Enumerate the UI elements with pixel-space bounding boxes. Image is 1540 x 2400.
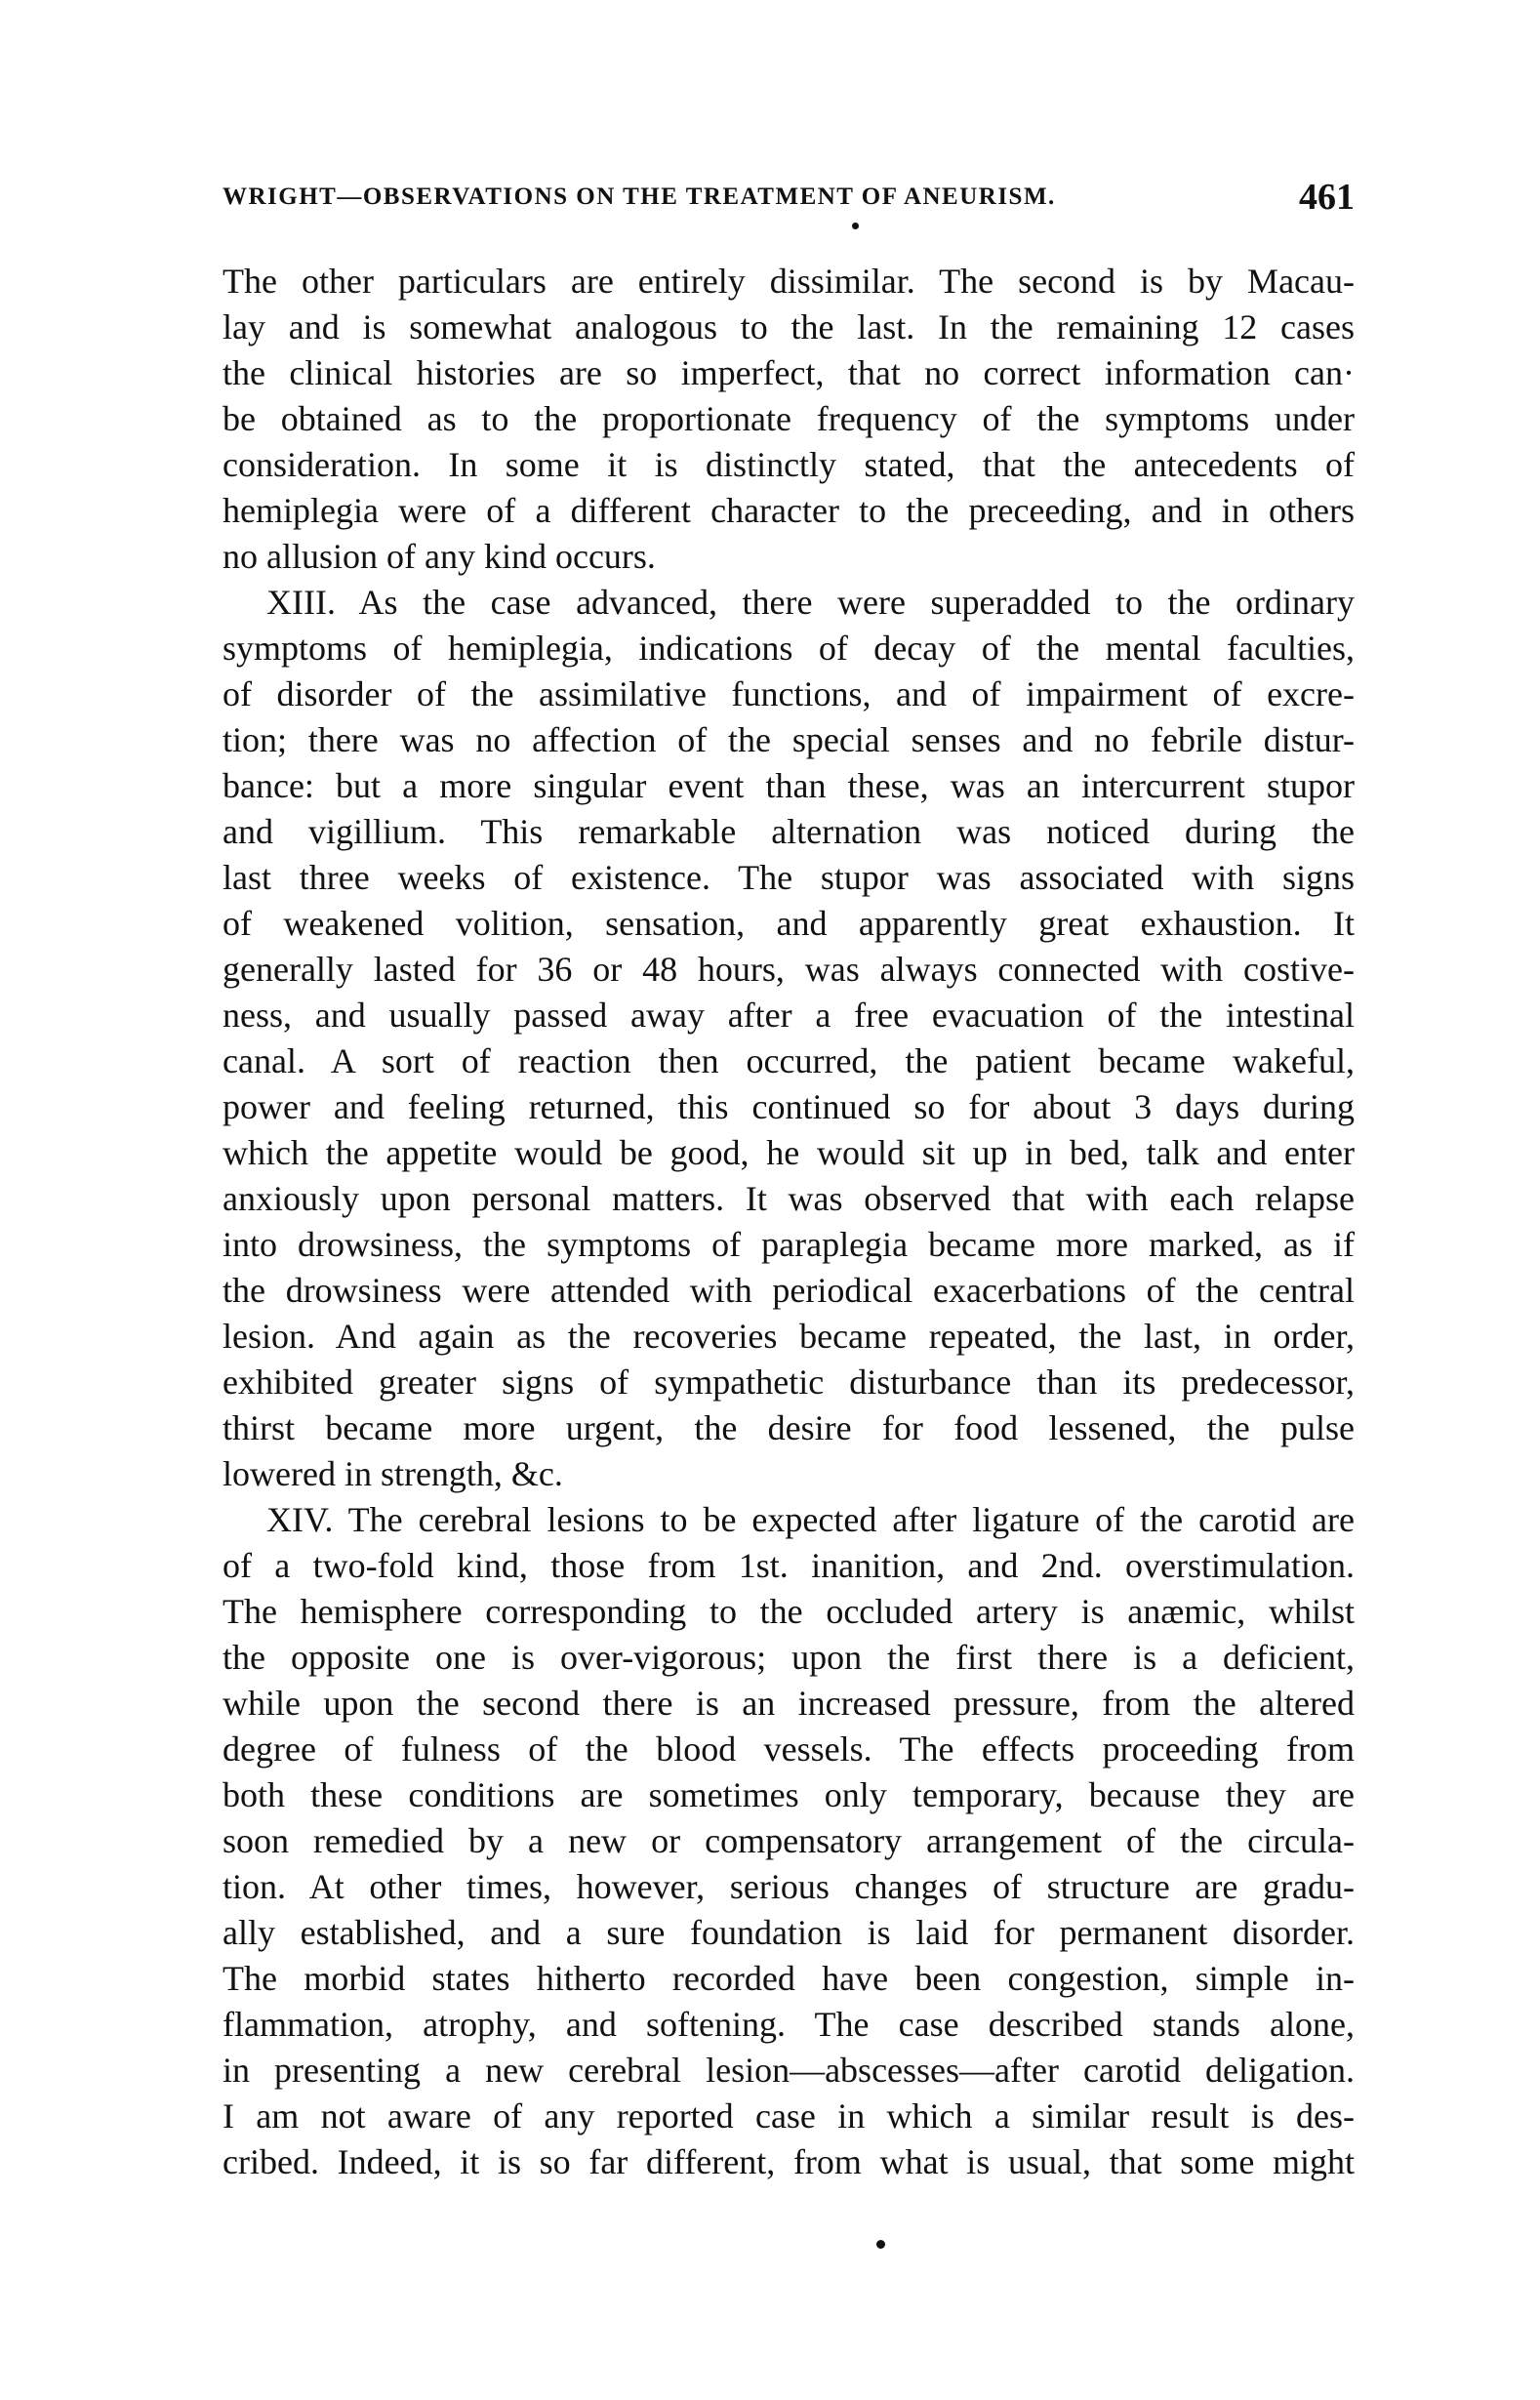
print-mark: [852, 223, 859, 229]
text-line: power and feeling returned, this continued so for about 3 days during: [223, 1087, 1355, 1126]
text-line: be obtained as to the proportionate frequency of the symptoms under: [223, 399, 1355, 438]
print-mark: [876, 2240, 885, 2249]
text-line: the opposite one is over-vigorous; upon the first there is a deficient,: [223, 1638, 1355, 1677]
text-line: canal. A sort of reaction then occurred, the patient became wakeful,: [223, 1041, 1355, 1080]
paragraph-start-line: XIII. As the case advanced, there were superadded to the ordinary: [266, 583, 1355, 622]
text-line: both these conditions are sometimes only temporary, because they are: [223, 1775, 1355, 1814]
text-line: the drowsiness were attended with periodical exacerbations of the central: [223, 1271, 1355, 1310]
text-line: soon remedied by a new or compensatory arrangement of the circula-: [223, 1821, 1355, 1860]
text-line: in presenting a new cerebral lesion—abscesses—after carotid deligation.: [223, 2051, 1355, 2090]
paragraph-start-line: XIV. The cerebral lesions to be expected after ligature of the carotid are: [266, 1500, 1355, 1539]
text-line: of a two-fold kind, those from 1st. inanition, and 2nd. overstimulation.: [223, 1546, 1355, 1585]
body-text: [223, 259, 1355, 2185]
text-line: The hemisphere corresponding to the occluded artery is anæmic, whilst: [223, 1592, 1355, 1631]
text-line: lesion. And again as the recoveries became repeated, the last, in order,: [223, 1317, 1355, 1356]
text-line: hemiplegia were of a different character to the preceeding, and in others: [223, 491, 1355, 530]
text-line: anxiously upon personal matters. It was observed that with each relapse: [223, 1179, 1355, 1218]
text-line: cribed. Indeed, it is so far different, from what is usual, that some might: [223, 2142, 1355, 2181]
text-line: the clinical histories are so imperfect, that no correct information can·: [223, 353, 1355, 392]
text-line: symptoms of hemiplegia, indications of decay of the mental faculties,: [223, 629, 1355, 668]
text-line: degree of fulness of the blood vessels. The effects proceeding from: [223, 1729, 1355, 1769]
text-line: of disorder of the assimilative functions, and of impairment of excre-: [223, 674, 1355, 713]
text-line: of weakened volition, sensation, and apparently great exhaustion. It: [223, 904, 1355, 943]
text-line: which the appetite would be good, he would sit up in bed, talk and enter: [223, 1133, 1355, 1172]
text-line: thirst became more urgent, the desire for food lessened, the pulse: [223, 1408, 1355, 1447]
text-line: and vigillium. This remarkable alternation was noticed during the: [223, 812, 1355, 851]
text-line: I am not aware of any reported case in which a similar result is des-: [223, 2096, 1355, 2136]
page-number: 461: [1299, 177, 1355, 218]
text-line: tion. At other times, however, serious changes of structure are gradu-: [223, 1867, 1355, 1906]
text-line: while upon the second there is an increased pressure, from the altered: [223, 1684, 1355, 1723]
text-line: lay and is somewhat analogous to the last. In the remaining 12 cases: [223, 307, 1355, 346]
running-title: WRIGHT—OBSERVATIONS ON THE TREATMENT OF ANEURISM.: [223, 183, 1056, 210]
text-line: exhibited greater signs of sympathetic disturbance than its predecessor,: [223, 1363, 1355, 1402]
text-line: last three weeks of existence. The stupor was associated with signs: [223, 858, 1355, 897]
text-line: The morbid states hitherto recorded have been congestion, simple in-: [223, 1959, 1355, 1998]
running-head: [223, 176, 1355, 234]
text-line: generally lasted for 36 or 48 hours, was always connected with costive-: [223, 950, 1355, 989]
text-line: The other particulars are entirely dissimilar. The second is by Macau-: [223, 262, 1355, 301]
text-line: ally established, and a sure foundation is laid for permanent disorder.: [223, 1913, 1355, 1952]
text-line: into drowsiness, the symptoms of paraplegia became more marked, as if: [223, 1225, 1355, 1264]
text-line: lowered in strength, &c.: [223, 1454, 563, 1493]
text-line: bance: but a more singular event than these, was an intercurrent stupor: [223, 766, 1355, 805]
text-line: consideration. In some it is distinctly stated, that the antecedents of: [223, 445, 1355, 484]
text-line: no allusion of any kind occurs.: [223, 537, 656, 576]
text-line: ness, and usually passed away after a free evacuation of the intestinal: [223, 996, 1355, 1035]
text-line: tion; there was no affection of the special senses and no febrile distur-: [223, 720, 1355, 759]
text-line: flammation, atrophy, and softening. The case described stands alone,: [223, 2005, 1355, 2044]
